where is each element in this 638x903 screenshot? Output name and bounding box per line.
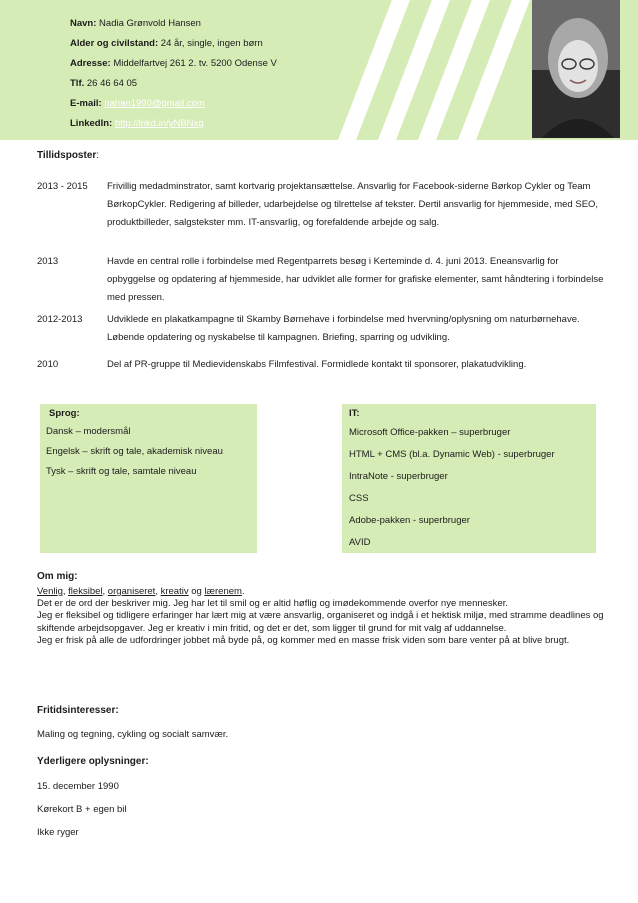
contact-age	[70, 34, 277, 54]
it-item: IntraNote - superbruger	[349, 471, 448, 482]
post-item	[37, 178, 607, 232]
trait: organiseret	[107, 586, 156, 597]
post-description: Del af PR-gruppe til Medievidenskabs Filmfestival. Formidlede kontakt til sponsorer, plakatudvikling.	[107, 359, 527, 370]
post-item	[37, 356, 607, 374]
post-description: Udviklede en plakatkampagne til Skamby Børnehave i forbindelse med hvervning/oplysning om naturbørnehave. Løbende opdatering og nyskabelse til kampagnen. Briefing, sparring og udvikling.	[107, 314, 580, 343]
traits-line	[37, 586, 607, 598]
about-text	[37, 586, 607, 647]
linkedin-label: LinkedIn:	[70, 118, 113, 129]
hobbies-text: Maling og tegning, cykling og socialt samvær.	[37, 729, 229, 740]
post-year: 2013	[37, 256, 59, 267]
it-item: HTML + CMS (bl.a. Dynamic Web) - superbruger	[349, 449, 555, 460]
post-item	[37, 253, 607, 307]
trait-sep: ,	[62, 586, 69, 597]
languages-title: Sprog:	[49, 408, 80, 419]
it-title: IT:	[349, 408, 360, 419]
posts-heading-colon: :	[96, 150, 100, 161]
trait: fleksibel	[68, 586, 103, 597]
hobbies-heading: Fritidsinteresser:	[37, 705, 119, 716]
trait-end: .	[241, 586, 245, 597]
posts-heading-text: Tillidsposter	[37, 150, 97, 161]
posts-heading	[37, 150, 99, 161]
trait-sep: ,	[155, 586, 161, 597]
name-value: Nadia Grønvold Hansen	[99, 18, 201, 29]
extra-item: 15. december 1990	[37, 781, 119, 792]
email-label: E-mail:	[70, 98, 102, 109]
about-paragraph: Jeg er frisk på alle de udfordringer jobbet må byde på, og kommer med en masse frisk viden som bare venter på at blive brugt.	[37, 634, 570, 646]
email-link[interactable]: nahan1990@gmail.com	[104, 98, 205, 109]
address-value: Middelfartvej 261 2. tv. 5200 Odense V	[113, 58, 277, 69]
linkedin-link[interactable]: http://lnkd.in/yNBNxg	[114, 118, 204, 129]
age-value: 24 år, single, ingen børn	[160, 38, 263, 49]
contact-phone	[70, 74, 277, 94]
phone-value: 26 46 64 05	[86, 78, 138, 89]
contact-info	[70, 14, 277, 134]
language-item: Engelsk – skrift og tale, akademisk niveau	[46, 446, 223, 457]
post-year: 2013 - 2015	[37, 181, 88, 192]
extra-heading: Yderligere oplysninger:	[37, 756, 149, 767]
it-item: Adobe-pakken - superbruger	[349, 515, 470, 526]
profile-photo	[532, 0, 620, 138]
contact-email	[70, 94, 277, 114]
trait-sep: ,	[102, 586, 108, 597]
it-box	[342, 404, 596, 553]
trait: Venlig	[37, 586, 63, 597]
contact-name	[70, 14, 277, 34]
post-item	[37, 311, 607, 347]
post-year: 2010	[37, 359, 59, 370]
contact-address	[70, 54, 277, 74]
trait-and: og	[188, 586, 205, 597]
about-heading: Om mig:	[37, 571, 78, 582]
name-label: Navn:	[70, 18, 97, 29]
it-item: AVID	[349, 537, 371, 548]
language-item: Tysk – skrift og tale, samtale niveau	[46, 466, 197, 477]
language-item: Dansk – modersmål	[46, 426, 131, 437]
it-item: CSS	[349, 493, 369, 504]
address-label: Adresse:	[70, 58, 111, 69]
post-description: Havde en central rolle i forbindelse med Regentparrets besøg i Kerteminde d. 4. juni 2013. Eneansvarlig for opbyggelse og opdatering af hjemmeside, har udviklet alle former for grafiske elementer, samt håndtering i forbindelse med pressen.	[107, 256, 604, 303]
trait: lærenem	[204, 586, 242, 597]
about-paragraph: Det er de ord der beskriver mig. Jeg har let til smil og er altid høflig og imødekommende overfor nye mennesker.	[37, 598, 508, 610]
contact-linkedin	[70, 114, 277, 134]
extra-item: Kørekort B + egen bil	[37, 804, 127, 815]
about-paragraph: Jeg er fleksibel og tidligere erfaringer har lært mig at være ansvarlig, organiseret og indgå i et hektisk miljø, med stramme deadlines og skiftende arbejdsopgaver. Jeg er kreativ i min fritid, og det er det, som ligger til grund for mit valg af uddannelse.	[37, 610, 604, 634]
it-item: Microsoft Office-pakken – superbruger	[349, 427, 511, 438]
languages-box	[40, 404, 257, 553]
age-label: Alder og civilstand:	[70, 38, 159, 49]
extra-item: Ikke ryger	[37, 827, 79, 838]
phone-label: Tlf.	[70, 78, 85, 89]
header-banner	[0, 0, 638, 140]
post-description: Frivillig medadminstrator, samt kortvarig projektansættelse. Ansvarlig for Facebook-siderne Børkop Cykler og Team BørkopCykler. Redigering af billeder, udarbejdelse og tilrettelse af tekster. Dertil ansvarlig for hjemmeside, med SEO, produktbilleder, salgstekster mm. IT-ansvarlig, og forefaldende arbejde og salg.	[107, 181, 599, 228]
trait: kreativ	[160, 586, 189, 597]
post-year: 2012-2013	[37, 314, 83, 325]
